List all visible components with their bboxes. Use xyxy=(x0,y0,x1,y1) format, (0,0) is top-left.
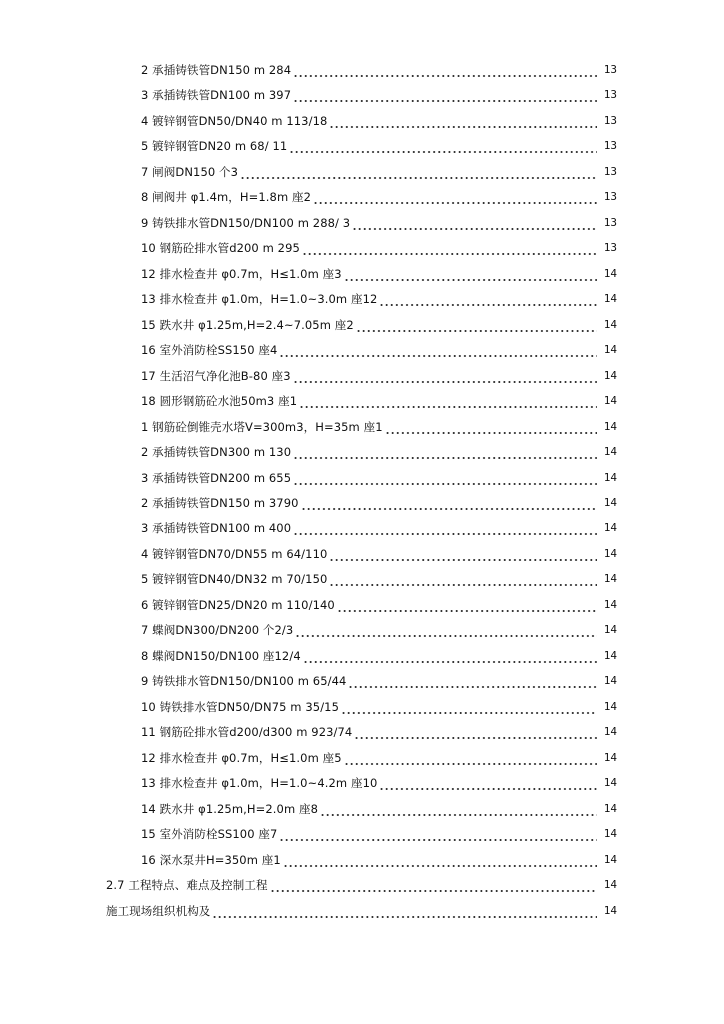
toc-entry-page-number: 14 xyxy=(603,827,617,841)
toc-entry-title: 18 圆形钢筋砼水池50m3 座1 xyxy=(141,394,298,409)
toc-dot-leader xyxy=(341,697,597,717)
toc-entry-page-number: 14 xyxy=(603,725,617,739)
toc-dot-leader xyxy=(313,187,597,207)
toc-dot-leader xyxy=(299,391,597,411)
toc-entry-page-number: 13 xyxy=(603,215,617,229)
toc-dot-leader xyxy=(293,468,597,488)
toc-entry-title: 15 跌水井 φ1.25m,H=2.4~7.05m 座2 xyxy=(141,317,354,332)
toc-entry[interactable] xyxy=(0,569,724,589)
toc-entry-page-number: 14 xyxy=(603,546,617,560)
toc-entry-page-number: 14 xyxy=(603,445,617,459)
toc-entry-title: 5 镀锌钢管DN40/DN32 m 70/150 xyxy=(141,572,328,587)
toc-entry-page-number: 14 xyxy=(603,674,617,688)
toc-entry-page-number: 14 xyxy=(603,394,617,408)
toc-entry[interactable] xyxy=(0,468,724,488)
toc-entry[interactable] xyxy=(0,697,724,717)
toc-entry-page-number: 14 xyxy=(603,776,617,790)
toc-entry[interactable] xyxy=(0,901,724,921)
toc-dot-leader xyxy=(240,162,597,182)
toc-entry-title: 6 镀锌钢管DN25/DN20 m 110/140 xyxy=(141,597,335,612)
toc-dot-leader xyxy=(295,620,597,640)
toc-entry[interactable] xyxy=(0,493,724,513)
toc-entry[interactable] xyxy=(0,417,724,437)
toc-dot-leader xyxy=(301,493,597,513)
toc-dot-leader xyxy=(352,213,597,233)
toc-entry[interactable] xyxy=(0,315,724,335)
toc-dot-leader xyxy=(337,595,597,615)
toc-dot-leader xyxy=(348,671,597,691)
toc-entry-page-number: 14 xyxy=(603,878,617,892)
toc-entry-title: 2 承插铸铁管DN150 m 284 xyxy=(141,63,292,77)
toc-entry[interactable] xyxy=(0,238,724,258)
toc-entry[interactable] xyxy=(0,111,724,131)
toc-dot-leader xyxy=(344,264,597,284)
toc-entry[interactable] xyxy=(0,162,724,182)
toc-dot-leader xyxy=(293,85,597,105)
toc-entry-title: 3 承插铸铁管DN100 m 400 xyxy=(141,521,292,536)
toc-entry-title: 14 跌水井 φ1.25m,H=2.0m 座8 xyxy=(141,801,319,816)
toc-entry-page-number: 14 xyxy=(603,292,617,306)
toc-entry-title: 16 深水泵井H=350m 座1 xyxy=(141,852,281,867)
toc-entry[interactable] xyxy=(0,136,724,156)
toc-entry-title: 施工现场组织机构及 xyxy=(106,903,211,918)
toc-entry-title: 12 排水检查井 φ0.7m，H≤1.0m 座3 xyxy=(141,266,342,281)
toc-dot-leader xyxy=(303,646,597,666)
toc-entry-title: 10 钢筋砼排水管d200 m 295 xyxy=(141,241,300,256)
toc-entry-title: 9 铸铁排水管DN150/DN100 m 288/ 3 xyxy=(141,215,351,230)
toc-entry[interactable] xyxy=(0,722,724,742)
toc-entry-page-number: 14 xyxy=(603,572,617,586)
toc-entry-title: 4 镀锌钢管DN70/DN55 m 64/110 xyxy=(141,546,328,561)
toc-entry-title: 15 室外消防栓SS100 座7 xyxy=(141,827,278,842)
toc-entry-title: 8 蝶阀DN150/DN100 座12/4 xyxy=(141,648,301,663)
toc-entry-title: 11 钢筋砼排水管d200/d300 m 923/74 xyxy=(141,725,353,740)
toc-dot-leader xyxy=(302,238,597,258)
toc-entry-title: 7 蝶阀DN300/DN200 个2/3 xyxy=(141,623,294,638)
toc-entry-page-number: 14 xyxy=(603,343,617,357)
toc-entry-page-number: 14 xyxy=(603,521,617,535)
toc-dot-leader xyxy=(379,773,597,793)
toc-entry-title: 5 镀锌钢管DN20 m 68/ 11 xyxy=(141,139,288,154)
toc-entry[interactable] xyxy=(0,799,724,819)
toc-entry[interactable] xyxy=(0,60,724,80)
toc-entry-title: 9 铸铁排水管DN150/DN100 m 65/44 xyxy=(141,674,347,689)
toc-entry[interactable] xyxy=(0,671,724,691)
toc-entry-page-number: 13 xyxy=(603,241,617,255)
toc-entry[interactable] xyxy=(0,213,724,233)
toc-dot-leader xyxy=(354,722,597,742)
toc-entry[interactable] xyxy=(0,264,724,284)
toc-entry-title: 3 承插铸铁管DN200 m 655 xyxy=(141,470,292,485)
toc-entry[interactable] xyxy=(0,850,724,870)
toc-entry[interactable] xyxy=(0,748,724,768)
toc-entry-title: 13 排水检查井 φ1.0m，H=1.0~3.0m 座12 xyxy=(141,292,378,307)
toc-entry-page-number: 14 xyxy=(603,317,617,331)
toc-entry-page-number: 14 xyxy=(603,419,617,433)
toc-entry-title: 1 钢筋砼倒锥壳水塔V=300m3，H=35m 座1 xyxy=(141,419,383,434)
toc-entry-page-number: 14 xyxy=(603,801,617,815)
toc-dot-leader xyxy=(279,340,597,360)
toc-dot-leader xyxy=(212,901,597,921)
toc-entry-title: 2 承插铸铁管DN300 m 130 xyxy=(141,445,292,460)
toc-dot-leader xyxy=(344,748,597,768)
toc-dot-leader xyxy=(293,518,597,538)
toc-entry-page-number: 14 xyxy=(603,699,617,713)
toc-entry-title: 13 排水检查井 φ1.0m，H=1.0~4.2m 座10 xyxy=(141,776,378,791)
toc-entry[interactable] xyxy=(0,366,724,386)
toc-entry-page-number: 14 xyxy=(603,597,617,611)
toc-dot-leader xyxy=(329,111,597,131)
toc-dot-leader xyxy=(379,289,597,309)
toc-entry-title: 16 室外消防栓SS150 座4 xyxy=(141,343,278,358)
toc-dot-leader xyxy=(356,315,597,335)
toc-entry-title: 7 闸阀DN150 个3 xyxy=(141,164,239,179)
toc-entry-page-number: 13 xyxy=(603,63,617,76)
toc-entry-page-number: 13 xyxy=(603,190,617,204)
toc-entry-title: 17 生活沼气净化池B-80 座3 xyxy=(141,368,291,383)
toc-entry-title: 4 镀锌钢管DN50/DN40 m 113/18 xyxy=(141,113,328,128)
toc-entry-page-number: 14 xyxy=(603,750,617,764)
toc-dot-leader xyxy=(293,60,597,80)
toc-entry-page-number: 14 xyxy=(603,368,617,382)
toc-entry[interactable] xyxy=(0,289,724,309)
toc-entry-title: 12 排水检查井 φ0.7m，H≤1.0m 座5 xyxy=(141,750,342,765)
toc-entry-page-number: 14 xyxy=(603,470,617,484)
toc-entry-title: 8 闸阀井 φ1.4m，H=1.8m 座2 xyxy=(141,190,312,205)
toc-entry-page-number: 14 xyxy=(603,648,617,662)
toc-dot-leader xyxy=(289,136,597,156)
toc-entry-page-number: 14 xyxy=(603,266,617,280)
toc-entry-page-number: 14 xyxy=(603,623,617,637)
toc-entry[interactable] xyxy=(0,85,724,105)
toc-dot-leader xyxy=(283,850,597,870)
toc-entry-page-number: 13 xyxy=(603,139,617,153)
toc-entry-title: 2 承插铸铁管DN150 m 3790 xyxy=(141,495,299,510)
toc-entry[interactable] xyxy=(0,518,724,538)
toc-dot-leader xyxy=(385,417,597,437)
toc-entry[interactable] xyxy=(0,187,724,207)
toc-entry[interactable] xyxy=(0,773,724,793)
toc-dot-leader xyxy=(293,366,597,386)
toc-entry[interactable] xyxy=(0,595,724,615)
toc-entry[interactable] xyxy=(0,646,724,666)
toc-entry-page-number: 14 xyxy=(603,852,617,866)
toc-entry[interactable] xyxy=(0,391,724,411)
toc-entry-page-number: 14 xyxy=(603,903,617,917)
toc-dot-leader xyxy=(329,569,597,589)
toc-entry[interactable] xyxy=(0,340,724,360)
toc-entry-page-number: 13 xyxy=(603,113,617,127)
toc-entry[interactable] xyxy=(0,875,724,895)
toc-entry[interactable] xyxy=(0,824,724,844)
toc-entry[interactable] xyxy=(0,620,724,640)
toc-dot-leader xyxy=(293,442,597,462)
toc-dot-leader xyxy=(270,875,597,895)
toc-dot-leader xyxy=(320,799,597,819)
toc-entry-title: 3 承插铸铁管DN100 m 397 xyxy=(141,88,292,103)
toc-entry-title: 10 铸铁排水管DN50/DN75 m 35/15 xyxy=(141,699,339,714)
toc-entry-page-number: 13 xyxy=(603,88,617,102)
toc-dot-leader xyxy=(329,544,597,564)
toc-entry-page-number: 14 xyxy=(603,495,617,509)
toc-entry-title: 2.7 工程特点、难点及控制工程 xyxy=(106,878,268,893)
toc-entry[interactable] xyxy=(0,544,724,564)
toc-entry-page-number: 13 xyxy=(603,164,617,178)
toc-dot-leader xyxy=(279,824,597,844)
toc-entry[interactable] xyxy=(0,442,724,462)
